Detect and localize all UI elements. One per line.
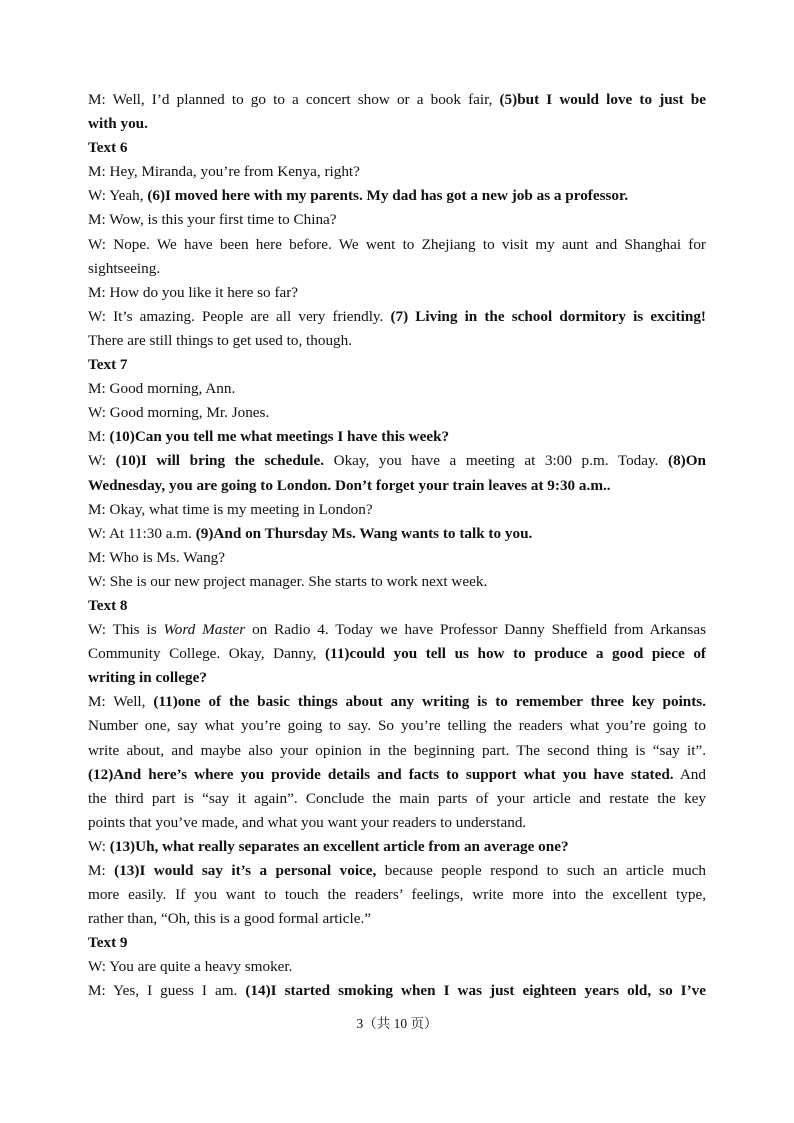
text-run: W: It’s amazing. People are all very friendly. xyxy=(88,307,391,325)
text-line xyxy=(88,883,706,907)
text-line xyxy=(88,377,706,401)
text-run: M: xyxy=(88,428,110,446)
text-run: write about, and maybe also your opinion in the beginning part. The second thing is “say it”. xyxy=(88,741,706,759)
text-line xyxy=(88,329,706,353)
text-line xyxy=(88,184,706,208)
text-run: W: She is our new project manager. She starts to work next week. xyxy=(88,572,488,590)
text-line xyxy=(88,474,706,498)
bold-text: (13)I would say it’s a personal voice, xyxy=(114,862,377,879)
bold-text: (5)but I would love to just be xyxy=(499,91,706,108)
text-run: W: Yeah, xyxy=(88,187,148,205)
text-run: the third part is “say it again”. Conclude the main parts of your article and restate the key xyxy=(88,789,706,807)
text-line xyxy=(88,208,706,232)
text-run: Okay, you have a meeting at 3:00 p.m. Today. xyxy=(324,452,669,470)
bold-text: writing in college? xyxy=(88,669,207,687)
text-line xyxy=(88,160,706,184)
bold-text: (9)And on Thursday Ms. Wang wants to talk to you. xyxy=(195,524,533,542)
text-run: W: xyxy=(88,452,116,470)
bold-text: Text 8 xyxy=(88,596,128,614)
section-heading xyxy=(88,353,706,377)
text-run: There are still things to get used to, though. xyxy=(88,331,353,349)
text-run: M: xyxy=(88,862,115,879)
text-run: M: Who is Ms. Wang? xyxy=(88,548,226,566)
bold-text: (11)one of the basic things about any writing is to remember three key points. xyxy=(153,693,707,711)
text-run: points that you’ve made, and what you want your readers to understand. xyxy=(88,813,527,831)
bold-text: (7) Living in the school dormitory is exciting! xyxy=(390,307,706,325)
text-run: more easily. If you want to touch the readers’ feelings, write more into the excellent type, xyxy=(88,886,706,904)
text-line xyxy=(88,546,706,570)
bold-text: (10)Can you tell me what meetings I have this week? xyxy=(109,428,450,446)
text-line xyxy=(88,522,706,546)
text-run: M: Good morning, Ann. xyxy=(88,380,236,398)
text-run: W: At 11:30 a.m. xyxy=(88,524,196,542)
text-run: M: Yes, I guess I am. xyxy=(88,982,246,1000)
text-line xyxy=(88,739,706,763)
text-line xyxy=(88,787,706,811)
text-run: rather than, “Oh, this is a good formal article.” xyxy=(88,910,371,928)
text-line xyxy=(88,498,706,522)
text-run: Community College. Okay, Danny, xyxy=(88,645,325,663)
text-line xyxy=(88,763,706,787)
italic-text: Word Master xyxy=(163,621,246,639)
bold-text: Wednesday, you are going to London. Don’t forget your train leaves at 9:30 a.m.. xyxy=(88,476,611,494)
text-run: W: Good morning, Mr. Jones. xyxy=(88,404,270,422)
text-line xyxy=(88,570,706,594)
text-run: W: This is xyxy=(88,621,164,639)
bold-text: with you. xyxy=(88,115,148,133)
text-line xyxy=(88,305,706,329)
text-line xyxy=(88,979,706,1003)
text-line xyxy=(88,88,706,112)
bold-text: Text 7 xyxy=(88,356,128,374)
bold-text: Text 9 xyxy=(88,934,128,952)
bold-text: (14)I started smoking when I was just eighteen years old, so I’ve xyxy=(245,982,706,1000)
text-line xyxy=(88,955,706,979)
text-line xyxy=(88,281,706,305)
bold-text: (6)I moved here with my parents. My dad has got a new job as a professor. xyxy=(147,187,629,205)
text-line xyxy=(88,642,706,666)
document-body xyxy=(88,88,706,1004)
text-line xyxy=(88,907,706,931)
bold-text: (8)On xyxy=(668,452,706,470)
section-heading xyxy=(88,594,706,618)
text-run: M: Okay, what time is my meeting in London? xyxy=(88,500,373,518)
bold-text: (11)could you tell us how to produce a good piece of xyxy=(325,645,706,663)
text-run: W: xyxy=(88,837,110,855)
text-run: M: Hey, Miranda, you’re from Kenya, right? xyxy=(88,163,360,181)
text-run: M: Wow, is this your first time to China? xyxy=(88,211,337,229)
text-line xyxy=(88,618,706,642)
bold-text: (13)Uh, what really separates an excellent article from an average one? xyxy=(109,837,569,855)
text-line xyxy=(88,112,706,136)
text-run: M: Well, I’d planned to go to a concert show or a book fair, xyxy=(88,91,500,108)
text-run: And xyxy=(673,765,706,783)
text-run: W: Nope. We have been here before. We went to Zhejiang to visit my aunt and Shanghai for xyxy=(88,235,706,253)
text-line xyxy=(88,449,706,473)
page-footer: 3（共 10 页） xyxy=(356,1016,438,1031)
section-heading xyxy=(88,931,706,955)
text-line xyxy=(88,233,706,257)
text-line xyxy=(88,401,706,425)
text-line xyxy=(88,257,706,281)
text-line xyxy=(88,690,706,714)
text-line xyxy=(88,811,706,835)
bold-text: (10)I will bring the schedule. xyxy=(115,452,324,470)
text-run: because people respond to such an article much xyxy=(376,862,706,879)
bold-text: (12)And here’s where you provide details and facts to support what you have stated. xyxy=(88,765,674,783)
text-run: M: How do you like it here so far? xyxy=(88,283,299,301)
text-line xyxy=(88,714,706,738)
text-run: on Radio 4. Today we have Professor Danny Sheffield from Arkansas xyxy=(245,621,706,639)
section-heading xyxy=(88,136,706,160)
bold-text: Text 6 xyxy=(88,139,128,157)
text-line xyxy=(88,666,706,690)
text-run: W: You are quite a heavy smoker. xyxy=(88,958,293,976)
text-line xyxy=(88,859,706,883)
text-run: sightseeing. xyxy=(88,259,161,277)
text-run: Number one, say what you’re going to say. So you’re telling the readers what you’re going to xyxy=(88,717,706,735)
text-run: M: Well, xyxy=(88,693,154,711)
text-line xyxy=(88,425,706,449)
text-line xyxy=(88,835,706,859)
